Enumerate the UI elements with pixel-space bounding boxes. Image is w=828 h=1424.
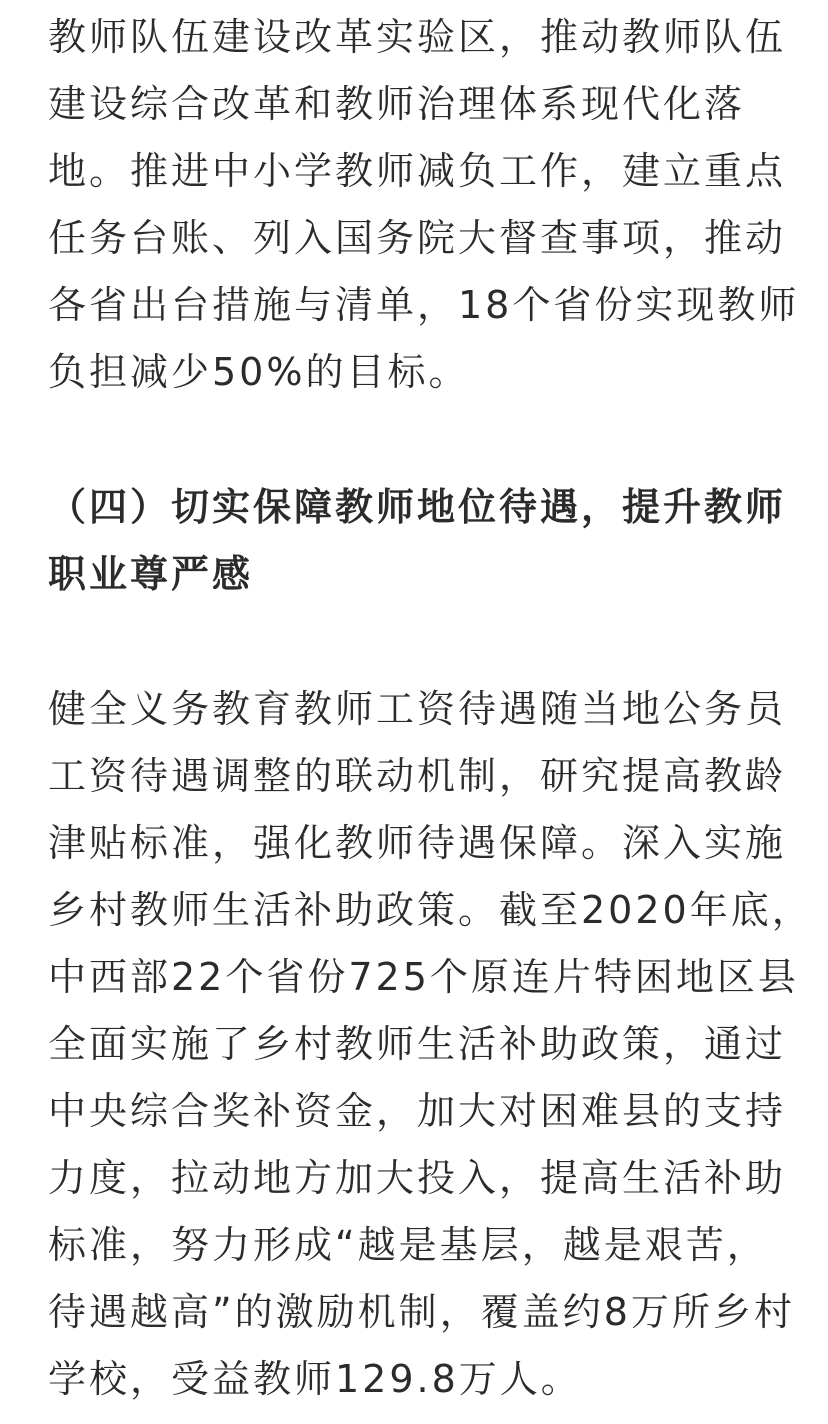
paragraph-line: 待遇越高”的激励机制，覆盖约8万所乡村 bbox=[48, 1290, 795, 1334]
paragraph-spacer bbox=[48, 406, 788, 474]
paragraph-line: 学校，受益教师129.8万人。 bbox=[48, 1357, 582, 1401]
paragraph-teacher-burden-reduction bbox=[48, 4, 800, 406]
paragraph-line: 健全义务教育教师工资待遇随当地公务员 bbox=[48, 687, 787, 731]
paragraph-line: 负担减少50%的目标。 bbox=[48, 350, 470, 394]
paragraph-line: 各省出台措施与清单，18个省份实现教师 bbox=[48, 283, 800, 327]
section-heading bbox=[48, 474, 788, 608]
paragraph-teacher-salary-guarantee bbox=[48, 676, 813, 1413]
paragraph-line: 教师队伍建设改革实验区，推动教师队伍 bbox=[48, 15, 787, 59]
heading-line: （四）切实保障教师地位待遇，提升教师 bbox=[48, 485, 787, 529]
paragraph-line: 建设综合改革和教师治理体系现代化落 bbox=[48, 82, 746, 126]
paragraph-line: 中西部22个省份725个原连片特困地区县 bbox=[48, 955, 799, 999]
paragraph-line: 中央综合奖补资金，加大对困难县的支持 bbox=[48, 1089, 787, 1133]
paragraph-line: 标准，努力形成“越是基层，越是艰苦， bbox=[48, 1223, 768, 1267]
article-body bbox=[48, 4, 813, 1413]
paragraph-line: 地。推进中小学教师减负工作，建立重点 bbox=[48, 149, 787, 193]
paragraph-line: 工资待遇调整的联动机制，研究提高教龄 bbox=[48, 754, 787, 798]
paragraph-line: 全面实施了乡村教师生活补助政策，通过 bbox=[48, 1022, 787, 1066]
paragraph-line: 津贴标准，强化教师待遇保障。深入实施 bbox=[48, 821, 787, 865]
heading-line: 职业尊严感 bbox=[48, 552, 254, 596]
paragraph-spacer bbox=[48, 608, 788, 676]
paragraph-line: 力度，拉动地方加大投入，提高生活补助 bbox=[48, 1156, 787, 1200]
paragraph-line: 乡村教师生活补助政策。截至2020年底， bbox=[48, 888, 813, 932]
paragraph-line: 任务台账、列入国务院大督查事项，推动 bbox=[48, 216, 787, 260]
